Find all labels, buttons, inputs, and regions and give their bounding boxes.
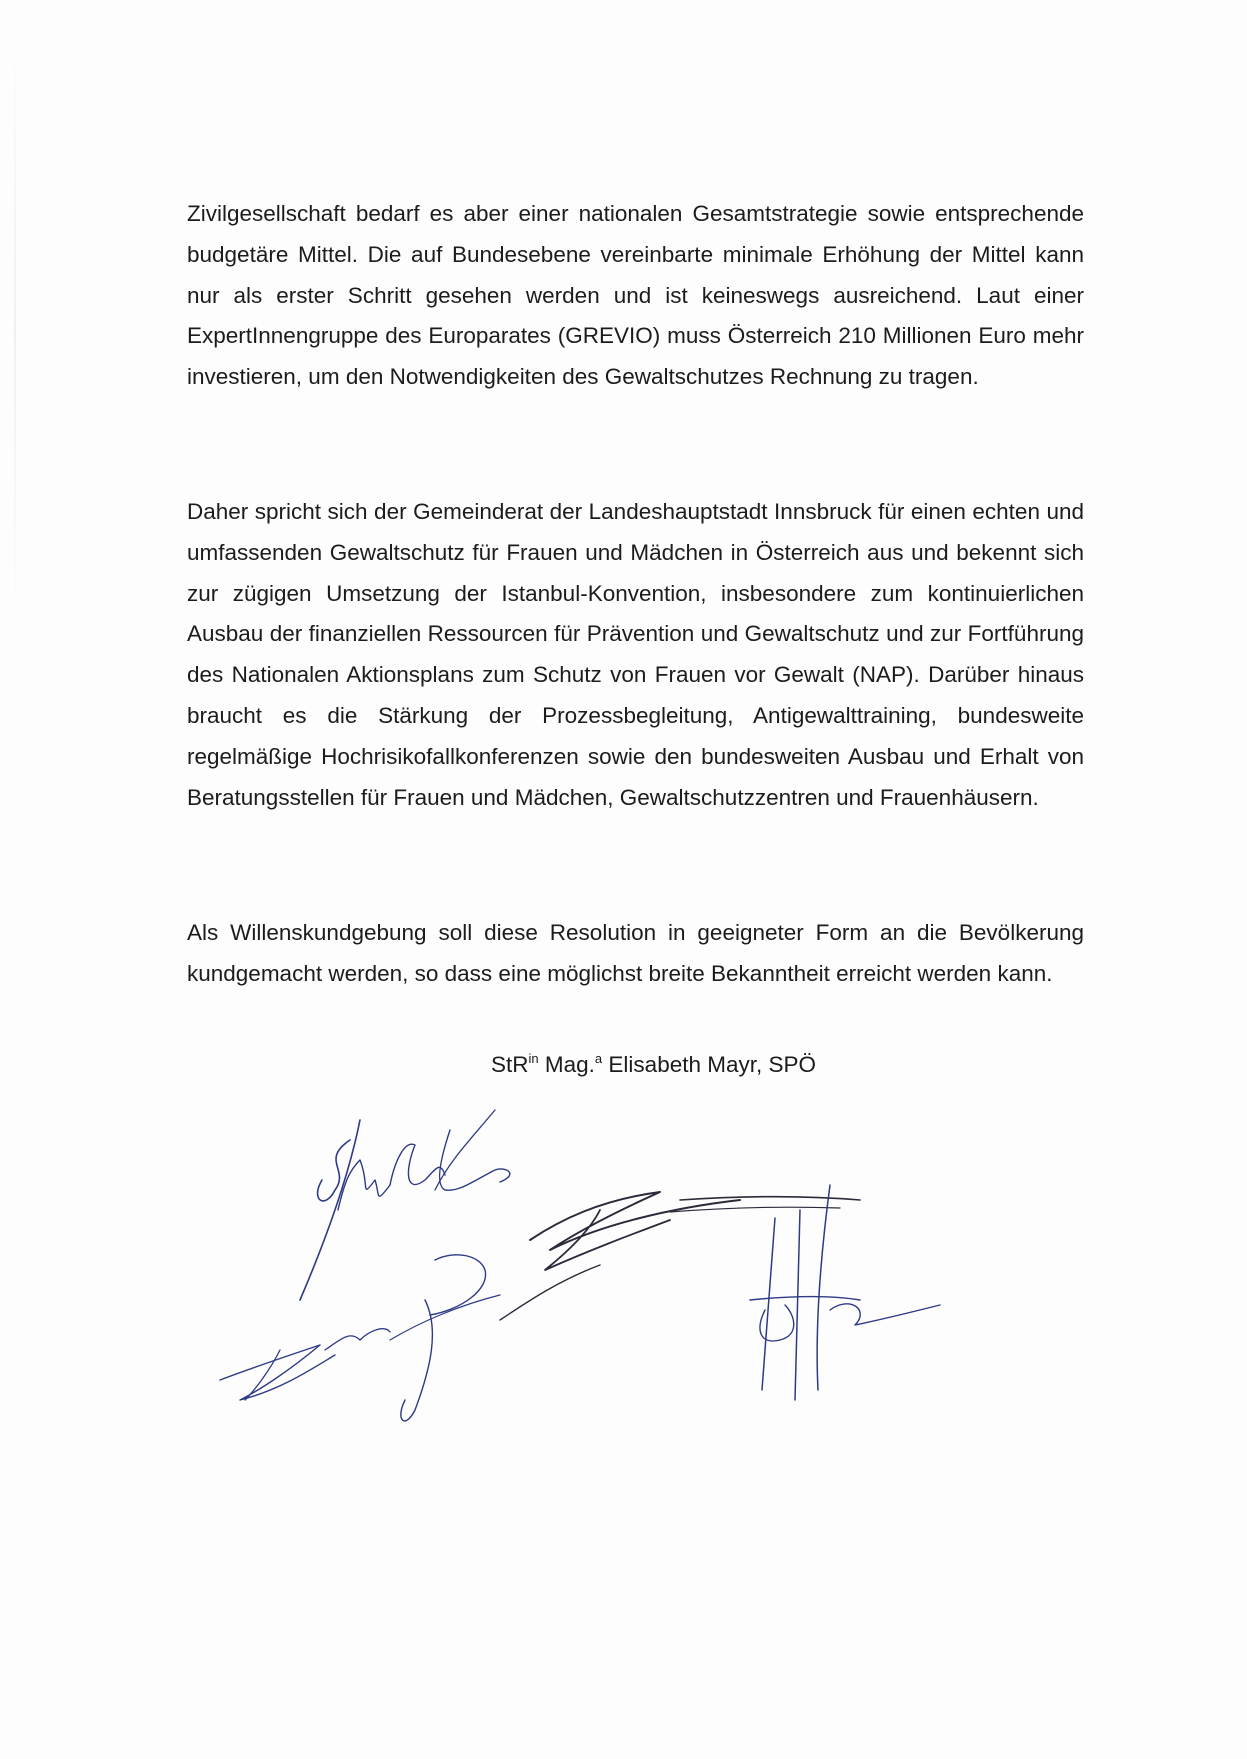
signature-2 (500, 1192, 860, 1320)
signatures-block (200, 1100, 1100, 1520)
signature-3 (220, 1255, 500, 1421)
scan-edge-shadow (14, 30, 16, 630)
paragraph-budget: Zivilgesellschaft bedarf es aber einer nationalen Gesamtstrategie sowie entsprechende budgetäre Mittel. Die auf Bundesebene vereinbarte minimale Erhöhung der Mittel kann nur als erster Schritt gesehen werden und ist keineswegs ausreichend. Laut einer ExpertInnengruppe des Europarates (GREVIO) muss Österreich 210 Millionen Euro mehr investieren, um den Notwendigkeiten des Gewaltschutzes Rechnung zu tragen. (187, 201, 1084, 390)
paragraph-resolution: Daher spricht sich der Gemeinderat der Landeshauptstadt Innsbruck für einen echten und umfassenden Gewaltschutz für Frauen und Mädchen in Österreich aus und bekennt sich zur zügigen Umsetzung der Istanbul-Konvention, insbesondere zum kontinuierlichen Ausbau der finanziellen Ressourcen für Prävention und Gewaltschutz und zur Fortführung des Nationalen Aktionsplans zum Schutz von Frauen vor Gewalt (NAP). Darüber hinaus braucht es die Stärkung der Prozessbegleitung, Antigewalttraining, bundesweite regelmäßige Hochrisikofallkonferenzen sowie den bundesweiten Ausbau und Erhalt von Beratungsstellen für Frauen und Mädchen, Gewaltschutzzentren und Frauenhäusern. (187, 499, 1084, 810)
author-degree-sup: a (594, 1051, 603, 1066)
paragraph-publication: Als Willenskundgebung soll diese Resolution in geeigneter Form an die Bevölkerung kundgemacht werden, so dass eine möglichst breite Bekanntheit erreicht werden kann. (187, 920, 1084, 986)
author-line (0, 1049, 1247, 1081)
author-name: Elisabeth Mayr, SPÖ (608, 1052, 817, 1077)
author-degree: Mag. (544, 1052, 595, 1077)
author-title: StR (490, 1052, 529, 1077)
signature-1 (300, 1110, 510, 1300)
signature-4 (750, 1185, 940, 1400)
author-title-sup: in (528, 1051, 539, 1066)
